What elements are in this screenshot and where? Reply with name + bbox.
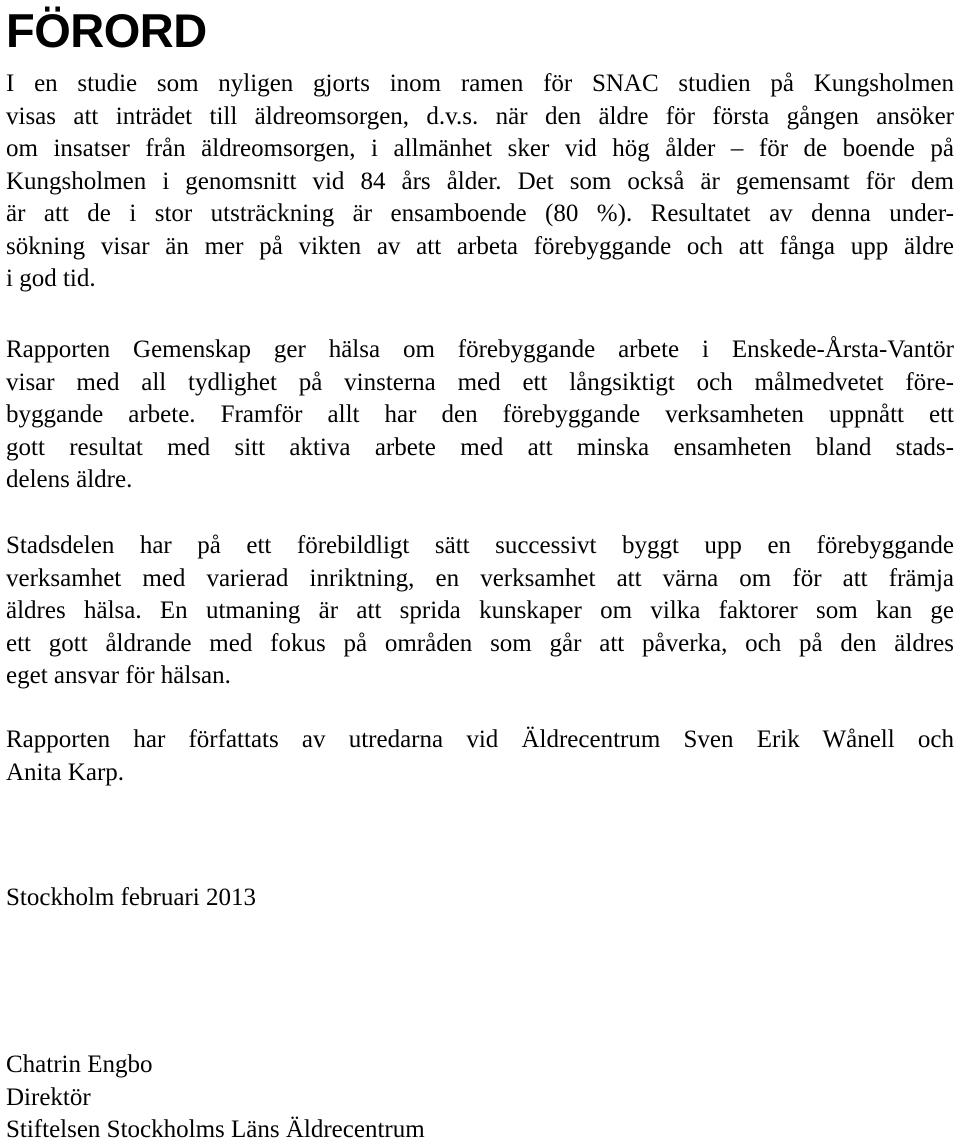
place-and-date — [6, 882, 954, 915]
paragraph-line: Anita Karp. — [6, 758, 125, 786]
paragraph-authors — [6, 724, 954, 789]
paragraph-line: om insatser från äldreomsorgen, i allmänhet sker vid hög ålder – för de boende på — [6, 135, 954, 162]
paragraph-line: verksamhet med varierad inriktning, en verksamhet att värna om för att främja — [6, 564, 954, 592]
paragraph-district — [6, 530, 954, 693]
signatory-title: Direktör — [6, 1083, 91, 1111]
paragraph-line: ett gott åldrande med fokus på områden som går att påverka, och på den äldres — [6, 629, 954, 657]
paragraph-line: byggande arbete. Framför allt har den förebyggande verksamheten uppnått ett — [6, 401, 954, 428]
paragraph-line: är att de i stor utsträckning är ensamboende (80 %). Resultatet av denna under- — [6, 200, 954, 227]
paragraph-line: delens äldre. — [6, 466, 133, 493]
paragraph-line: i god tid. — [6, 265, 96, 292]
paragraph-line: Rapporten har författats av utredarna vid Äldrecentrum Sven Erik Wånell och — [6, 726, 954, 753]
signatory-organization: Stiftelsen Stockholms Läns Äldrecentrum — [6, 1116, 425, 1143]
signatory-name: Chatrin Engbo — [6, 1051, 153, 1078]
paragraph-intro — [6, 68, 954, 296]
signature-block — [6, 1049, 425, 1147]
paragraph-line: Kungsholmen i genomsnitt vid 84 års ålder. Det som också är gemensamt för dem — [6, 167, 954, 195]
paragraph-line: gott resultat med sitt aktiva arbete med att minska ensamheten bland stads- — [6, 433, 954, 461]
paragraph-line: eget ansvar för hälsan. — [6, 662, 231, 689]
paragraph-report — [6, 334, 954, 497]
paragraph-line: I en studie som nyligen gjorts inom ramen för SNAC studien på Kungsholmen — [6, 70, 954, 97]
page-title: FÖRORD — [6, 4, 207, 57]
paragraph-line: visas att inträdet till äldreomsorgen, d.v.s. när den äldre för första gången ansöker — [6, 102, 954, 130]
paragraph-line: sökning visar än mer på vikten av att arbeta förebyggande och att fånga upp äldre — [6, 232, 954, 260]
paragraph-line: Rapporten Gemenskap ger hälsa om förebyggande arbete i Enskede-Årsta-Vantör — [6, 336, 954, 363]
paragraph-line: visar med all tydlighet på vinsterna med ett långsiktigt och målmedvetet före- — [6, 368, 954, 396]
paragraph-line: äldres hälsa. En utmaning är att sprida kunskaper om vilka faktorer som kan ge — [6, 597, 954, 624]
paragraph-line: Stockholm februari 2013 — [6, 884, 256, 911]
paragraph-line: Stadsdelen har på ett förebildligt sätt successivt byggt upp en förebyggande — [6, 532, 954, 559]
